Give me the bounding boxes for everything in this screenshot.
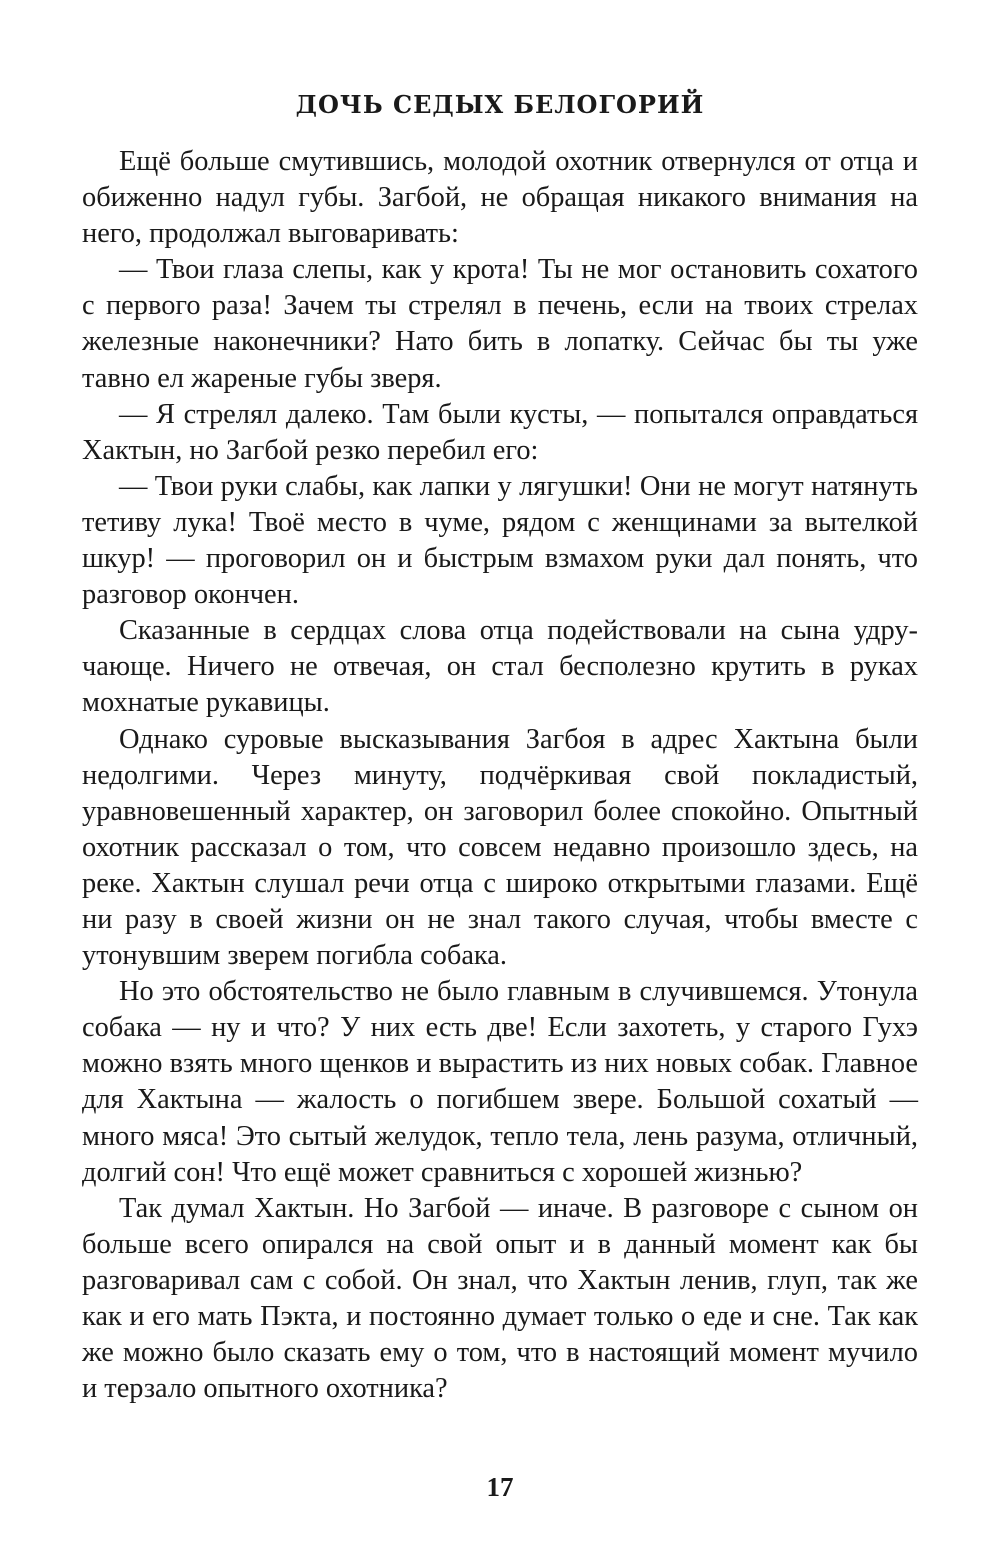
- paragraph-7: Но это обстоятельство не было главным в случившемся. Утонула собака — ну и что? У них есть две! Если захотеть, у старого Гухэ можно взять много щенков и вырастить из них новых собак. Главное для Хактына — жалость о погибшем звере. Большой сохатый — много мяса! Это сытый желудок, тепло тела, лень разума, отличный, долгий сон! Что ещё может сравниться с хорошей жизнью?: [82, 976, 918, 1188]
- paragraph-3: — Я стрелял далеко. Там были кусты, — попытался оправдаться Хактын, но Загбой резко перебил его:: [82, 398, 918, 466]
- paragraph-5: Сказанные в сердцах слова отца подействовали на сына удручающе. Ничего не отвечая, он стал бесполезно крутить в руках мохнатые рукавицы.: [82, 615, 918, 719]
- body-text: [82, 144, 918, 1407]
- paragraph-4: — Твои руки слабы, как лапки у лягушки! Они не могут натянуть тетиву лука! Твоё место в чуме, рядом с женщинами за вытелкой шкур! — проговорил он и быстрым взмахом руки дал понять, что разговор окончен.: [82, 470, 918, 611]
- paragraph-1: Ещё больше смутившись, молодой охотник отвернулся от отца и обиженно надул губы. Загбой, не обращая никакого внимания на него, продолжал выговаривать:: [82, 146, 918, 250]
- paragraph-2: — Твои глаза слепы, как у крота! Ты не мог остановить сохатого с первого раза! Зачем ты стрелял в печень, если на твоих стрелах железные наконечники? Нато бить в лопатку. Сейчас бы ты уже тавно ел жареные губы зверя.: [82, 254, 918, 394]
- page-number: 17: [486, 1472, 514, 1502]
- paragraph-6: Однако суровые высказывания Загбоя в адрес Хактына были недолгими. Через минуту, подчёркивая свой покладистый, уравновешенный характер, он заговорил более спокойно. Опытный охотник рассказал о том, что совсем недавно произошло здесь, на реке. Хактын слушал речи отца с широко открытыми глазами. Ещё ни разу в своей жизни он не знал такого случая, чтобы вместе с утонувшим зверем погибла собака.: [82, 723, 918, 972]
- running-head: ДОЧЬ СЕДЫХ БЕЛОГОРИЙ: [295, 90, 705, 119]
- book-page: [82, 0, 918, 1566]
- paragraph-8: Так думал Хактын. Но Загбой — иначе. В разговоре с сыном он больше всего опирался на свой опыт и в данный момент как бы разговаривал сам с собой. Он знал, что Хактын ленив, глуп, так же как и его мать Пэкта, и постоянно думает только о еде и сне. Так как же можно было сказать ему о том, что в настоящий момент мучило и терзало опытного охотника?: [82, 1192, 918, 1405]
